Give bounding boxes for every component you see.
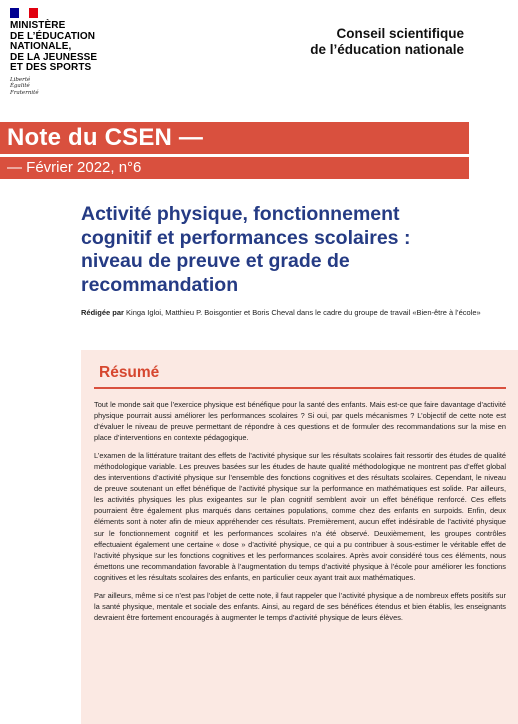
motto-line: Fraternité <box>10 89 39 96</box>
authors-line <box>81 308 481 318</box>
council-name-line2: de l’éducation nationale <box>310 42 464 57</box>
ministry-name-line: NATIONALE, <box>10 41 72 52</box>
motto-line: Liberté <box>10 76 31 83</box>
flag-white-stripe <box>19 8 28 18</box>
summary-divider <box>94 387 506 389</box>
republic-motto <box>10 77 130 97</box>
ministry-name-line: ET DES SPORTS <box>10 62 92 73</box>
note-title-band: Note du CSEN — <box>0 122 469 154</box>
authors-prefix: Rédigée par <box>81 308 124 317</box>
flag-red-stripe <box>29 8 38 18</box>
summary-heading: Résumé <box>99 364 160 381</box>
flag-blue-stripe <box>10 8 19 18</box>
summary-paragraph: Tout le monde sait que l’exercice physique est bénéfique pour la santé des enfants. Mais est-ce que faire davantage d’activité physique pourrait aussi améliorer les performances scolaires ? Si oui, par quels mécanismes ? L’objectif de cette note est d’évaluer le niveau de preuve permettant de répondre à ces questions et de formuler des recommandations sur la mise en place d’interventions en contexte pédagogique. <box>94 399 506 442</box>
ministry-name-line: DE LA JEUNESSE <box>10 51 98 63</box>
article-title: Activité physique, fonctionnement cognitif et performances scolaires : niveau de preuve et grade de recommandation <box>81 203 411 296</box>
summary-paragraph: L’examen de la littérature traitant des effets de l’activité physique sur les résultats scolaires fait ressortir des études de qualité méthodologique variable. Les preuves basées sur les études de haute qualité méthodologique ne montrent pas d’effet global des interventions d’activité physique sur l’ensemble des fonctions cognitives et des résultats scolaires. Cependant, le niveau de preuve soutenant un effet bénéfique de l’activité physique sur la performance en mathématiques est solide. Par ailleurs, les activités physiques les plus exigeantes sur le plan cognitif semblent avoir un effet bénéfique renforcé. Ces effets pourraient être également plus marqués dans certaines populations, comme chez des enfants en surpoids. Enfin, deux éléments sont à noter afin de mieux appréhender ces résultats. Premièrement, aucun effet indésirable de l’activité physique sur le fonctionnement cognitif et les performances scolaires n’a été observé. Deuxièmement, les groupes contrôles effectuaient également une certaine « dose » d’activité physique, ce qui a pu contribuer à sous-estimer le véritable effet de l’activité physique sur les fonctions cognitives et les performances scolaires. Après avoir considéré tous ces éléments, nous émettons une recommandation favorable à l’augmentation du temps d’activité physique à l’école pour améliorer les fonctions cognitives et les résultats scolaires des enfants, en particulier ceux ayant trait aux mathématiques. <box>94 450 506 582</box>
motto-line: Égalité <box>10 83 30 89</box>
council-name-line1: Conseil scientifique <box>336 26 464 41</box>
summary-box <box>81 350 518 724</box>
french-flag-icon <box>10 8 38 18</box>
ministry-logo <box>10 8 130 96</box>
note-date-band: — Février 2022, n°6 <box>0 157 469 179</box>
authors-names: Kinga Igloi, Matthieu P. Boisgontier et Boris Cheval dans le cadre du groupe de travail «Bien-être à l’école» <box>126 308 481 317</box>
ministry-name-line: DE L’ÉDUCATION <box>10 30 96 42</box>
summary-paragraph: Par ailleurs, même si ce n’est pas l’objet de cette note, il faut rappeler que l’activité physique a de nombreux effets positifs sur la santé physique, mentale et sociale des enfants. Ainsi, au regard de ses bénéfices étendus et bien établis, les enseignants devraient être fortement encouragés à augmenter le temps d’activité physique de leurs élèves. <box>94 591 506 623</box>
ministry-name-line: MINISTÈRE <box>10 20 66 31</box>
council-name <box>310 26 464 58</box>
